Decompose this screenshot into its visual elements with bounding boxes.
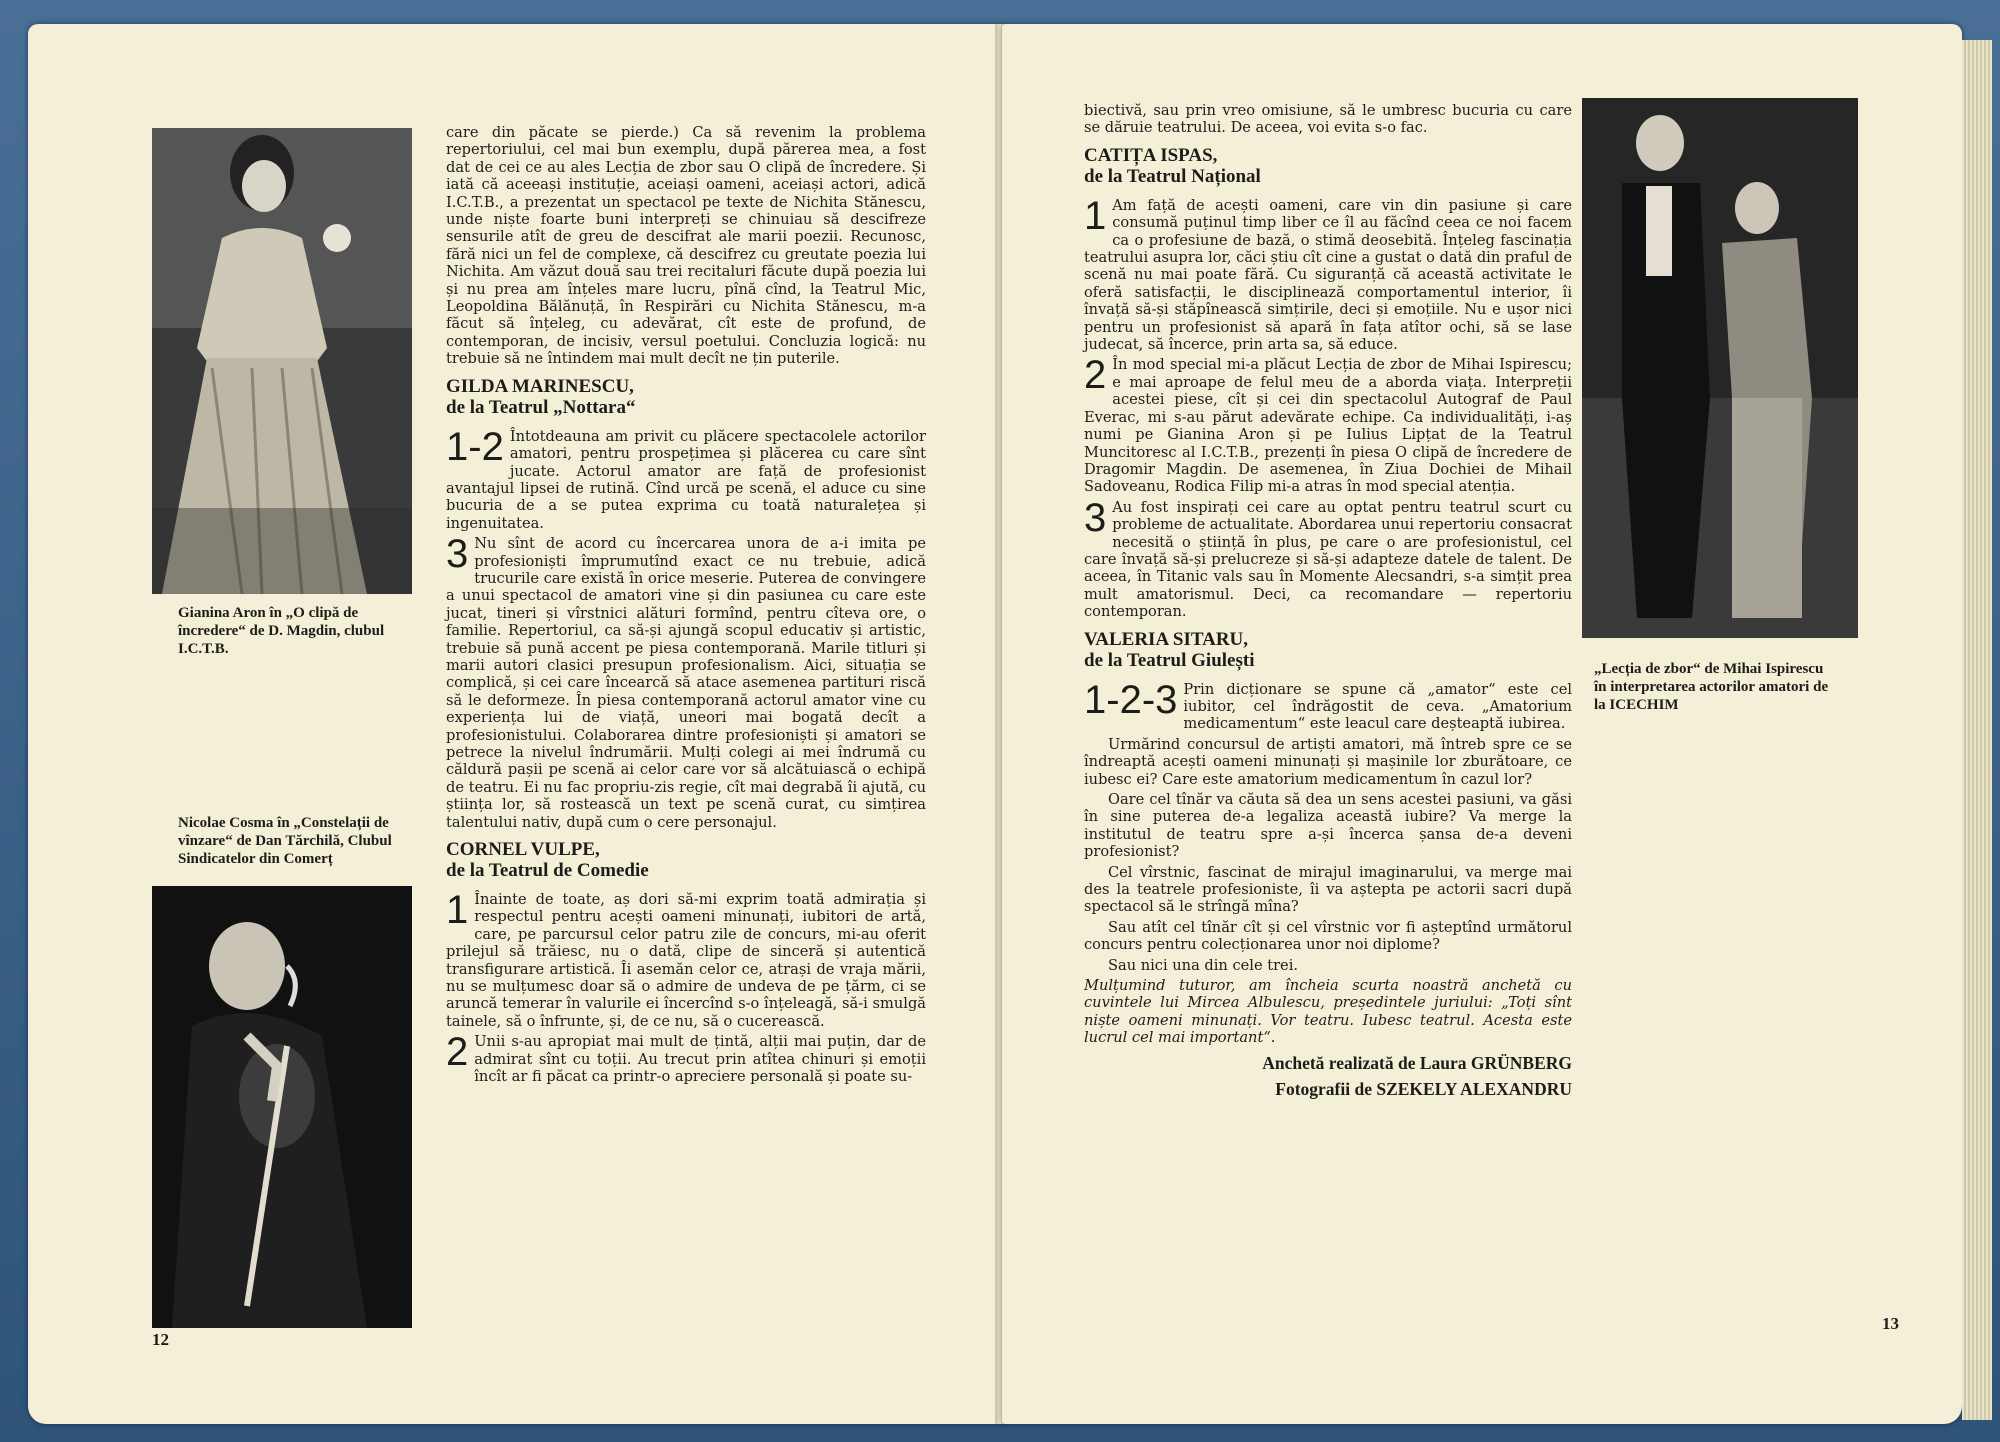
interviewee-theatre: de la Teatrul Național	[1084, 165, 1261, 187]
answer-paragraph	[446, 888, 926, 1030]
photo-nicolae-cosma	[152, 886, 412, 1328]
interviewee-heading	[1084, 629, 1572, 671]
answer-number: 2	[446, 1030, 469, 1075]
answer-number: 1	[1084, 193, 1107, 238]
interviewee-name: CATIȚA ISPAS,	[1084, 144, 1218, 166]
left-page	[28, 24, 1006, 1424]
interviewee-name: CORNEL VULPE,	[446, 839, 600, 861]
closing-paragraph: Mulțumind tuturor, am încheia scurta noastră anchetă cu cuvintele lui Mircea Albulescu, președintele juriului: „Toți sînt niște oameni minunați. Vor teatru. Iubesc teatrul. Acesta este lucrul cel mai important“.	[1084, 977, 1572, 1047]
interviewee-theatre: de la Teatrul de Comedie	[446, 860, 649, 882]
answer-text: Au fost inspirați cei care au optat pentru teatrul scurt cu probleme de actualitate. Abordarea unui repertoriu consacrat necesită o știință în plus, pe care o are profesionistul, cel care învață să-și prelucreze și să-și adapteze datele de talent. De aceea, în Titanic vals sau în Momente Alecsandri, s-a simțit prea mult amatorismul. Deci, ca recomandare — repertoriu contemporan.	[1084, 498, 1572, 621]
answer-paragraph	[1084, 677, 1572, 733]
body-paragraph: Cel vîrstnic, fascinat de mirajul imaginarului, va merge mai des la teatrele profesioniste, îi va aștepta pe actorii sacri după spectacol să le strîngă mîna?	[1084, 863, 1572, 916]
right-page	[1002, 24, 1962, 1424]
answer-text: Nu sînt de acord cu încercarea unora de a-i imita pe profesioniști împrumutînd exact ce nu trebuie, adică trucurile care există în orice meserie. Puterea de convingere a unui spectacol de amatori vine și din pasiunea cu care este jucat, tineri și vîrstnici alături formînd, pentru cîteva ore, o familie. Repertoriul, ca să-și ajungă scopul educativ și artistic, trebuie să pună accent pe piesa contemporană. Marile titluri și marii autori clasici presupun profesionalism. Aici, situația se complică, și cei care încearcă să atace asemenea partituri riscă să le deformeze. În piesa contemporană actorul amator vine cu experiența lui de viață, uneori mai bogată decît a profesionistului. Colaborarea dintre profesioniști și amatori se petrece la nivelul îndrumării. Mulți colegi ai mei îndrumă cu căldură pașii pe scenă ai celor care vor să alcătuiască o echipă de teatru. Ei nu fac propriu-zis regie, cît mai degrabă îi ajută, cu știința lor, să rostească un text pe scenă curat, cu simțirea talentului nativ, după cum o cere personajul.	[446, 535, 926, 831]
interviewee-heading	[1084, 145, 1572, 187]
answer-text: Unii s-au apropiat mai mult de țintă, alții mai puțin, dar de admirat sînt cu toții. Au trecut prin atîtea chinuri și emoții încît ar fi păcat ca printr-o apreciere personală și poate su-	[474, 1033, 926, 1086]
body-paragraph: Urmărind concursul de artiști amatori, mă întreb spre ce se îndreaptă acești oameni minunați și mașinile lor zburătoare, ce iubesc ei? Care este amatorium medicamentum în cazul lor?	[1084, 735, 1572, 788]
interviewee-heading	[446, 376, 926, 418]
right-column	[1084, 102, 1572, 1099]
interviewee-theatre: de la Teatrul „Nottara“	[446, 396, 636, 418]
answer-paragraph	[1084, 495, 1572, 621]
answer-number: 3	[1084, 495, 1107, 540]
answer-number: 1	[446, 888, 469, 933]
photo-caption: Gianina Aron în „O clipă de încredere“ de D. Magdin, clubul I.C.T.B.	[178, 605, 385, 657]
left-column	[446, 124, 926, 1089]
body-paragraph: Oare cel tînăr va căuta să dea un sens acestei pasiuni, va găsi în sine puterea de-a legaliza această iubire? Va merge la institutul de teatru spre a-și încerca șansa de-a deveni profesionist?	[1084, 791, 1572, 861]
answer-number: 1-2	[446, 424, 504, 469]
continuation-paragraph: biectivă, sau prin vreo omisiune, să le umbresc bucuria cu care se dăruie teatrului. De aceea, voi evita s-o fac.	[1084, 102, 1572, 137]
photo-lectia-de-zbor	[1582, 98, 1858, 638]
answer-number: 3	[446, 532, 469, 577]
interviewee-name: VALERIA SITARU,	[1084, 628, 1249, 650]
body-paragraph: Sau nici una din cele trei.	[1108, 956, 1299, 974]
photo-gianina-aron	[152, 128, 412, 594]
interviewee-name: GILDA MARINESCU,	[446, 375, 634, 397]
interviewee-theatre: de la Teatrul Giulești	[1084, 649, 1255, 671]
page-number: 12	[152, 1330, 169, 1349]
answer-text: Prin dicționare se spune că „amator“ este cel iubitor, cel îndrăgostit de ceva. „Amatorium medicamentum“ este leacul care deșteaptă iubirea.	[1183, 680, 1572, 733]
page-number: 13	[1882, 1314, 1899, 1333]
body-paragraph: Sau atît cel tînăr cît și cel vîrstnic vor fi așteptînd următorul concurs pentru colecționarea unor noi diplome?	[1084, 918, 1572, 954]
answer-paragraph	[1084, 193, 1572, 354]
answer-text: Înainte de toate, aș dori să-mi exprim toată admirația și respectul pentru acești oameni minunați, iubitori de artă, care, pe parcursul celor patru zile de concurs, mi-au oferit prilejul să trăiesc, nu o dată, clipe de sinceră și autentică transfigurare artistică. Îi asemăn celor ce, atrași de vraja mării, nu se mulțumesc doar să o admire de undeva de pe țărm, ci se aruncă temerar în valurile ei încercînd s-o înțeleagă, să-i smulgă tainele, să o înfrunte, și, de ce nu, să o cucerească.	[446, 891, 926, 1030]
answer-number: 1-2-3	[1084, 677, 1178, 722]
answer-number: 2	[1084, 353, 1107, 398]
interviewee-heading	[446, 839, 926, 881]
photo-caption: Nicolae Cosma în „Constelații de vînzare“ de Dan Tărchilă, Clubul Sindicatelor din Comerț	[178, 815, 392, 867]
intro-paragraph: care din păcate se pierde.) Ca să revenim la problema repertoriului, cel mai bun exemplu, după părerea mea, a fost dat de cei ce au ales Lecția de zbor sau O clipă de încredere. Și iată că aceeași instituție, aceiași oameni, aceiași actori, adică I.C.T.B., a prezentat un spectacol pe texte de Nichita Stănescu, unde niște foarte buni interpreți se chinuiau să descifreze sensurile atît de greu de descifrat ale marii poezii. Recunosc, fără nici un fel de complexe, că descifrez cu greutate poezia lui Nichita. Am văzut două sau trei recitaluri făcute după poezia lui și nu prea am înțeles mare lucru, pînă cînd, la Teatrul Mic, Leopoldina Bălănuță, în Respirări cu Nichita Stănescu, m-a făcut să înțeleg, cu adevărat, cît este de profund, de contemporan, de incisiv, versul poetului. Concluzia logică: nu trebuie să ne întindem mai mult decît ne țin puterile.	[446, 124, 926, 368]
answer-text: Am față de acești oameni, care vin din pasiune și care consumă puținul timp liber ce îl au făcînd ceea ce noi facem ca o profesiune de bază, o stimă deosebită. Înțeleg fascinația teatrului asupra lor, căci știu cît cine a gustat o dată din praful de scenă nu mai poate fără. Cu siguranță că această activitate le oferă satisfacții, le disciplinează comportamentul interior, îi învață să-și stăpînească simțirile, deci și emoțiile. Nu e ușor nici pentru un profesionist să apară în fața atîtor ochi, să se lase judecat, să încerce, prin arta sa, să educe.	[1084, 196, 1572, 354]
answer-paragraph	[446, 424, 926, 532]
photo-credit: Fotografii de SZEKELY ALEXANDRU	[1275, 1078, 1572, 1099]
photo-caption: „Lecția de zbor“ de Mihai Ispirescu în interpretarea actorilor amatori de la ICECHIM	[1594, 661, 1829, 713]
page-edges	[1962, 40, 1992, 1420]
answer-paragraph	[1084, 353, 1572, 496]
author-credit: Anchetă realizată de Laura GRÜNBERG	[1262, 1052, 1572, 1073]
answer-paragraph	[446, 1030, 926, 1086]
answer-text: În mod special mi-a plăcut Lecția de zbor de Mihai Ispirescu; e mai aproape de felul meu de a aborda viața. Interpreții acestei piese, cît și cei din spectacolul Autograf de Paul Everac, mi s-au părut adevărate echipe. Ca individualități, i-aș numi pe Gianina Aron și pe Iulius Lipțat de la Teatrul Muncitoresc al I.C.T.B., prezenți în piesa O clipă de încredere de Dragomir Magdin. De asemenea, în Ziua Dochiei de Mihail Sadoveanu, Rodica Filip mi-a atras în mod special atenția.	[1084, 356, 1572, 496]
answer-paragraph	[446, 532, 926, 831]
answer-text: Întotdeauna am privit cu plăcere spectacolele actorilor amatori, pentru prospețimea și plăcerea cu care sînt jucate. Actorul amator are față de profesionist avantajul lipsei de rutină. Cînd urcă pe scenă, el aduce cu sine bucuria de a se putea exprima cu toată naturalețea și ingenuitatea.	[446, 427, 926, 532]
